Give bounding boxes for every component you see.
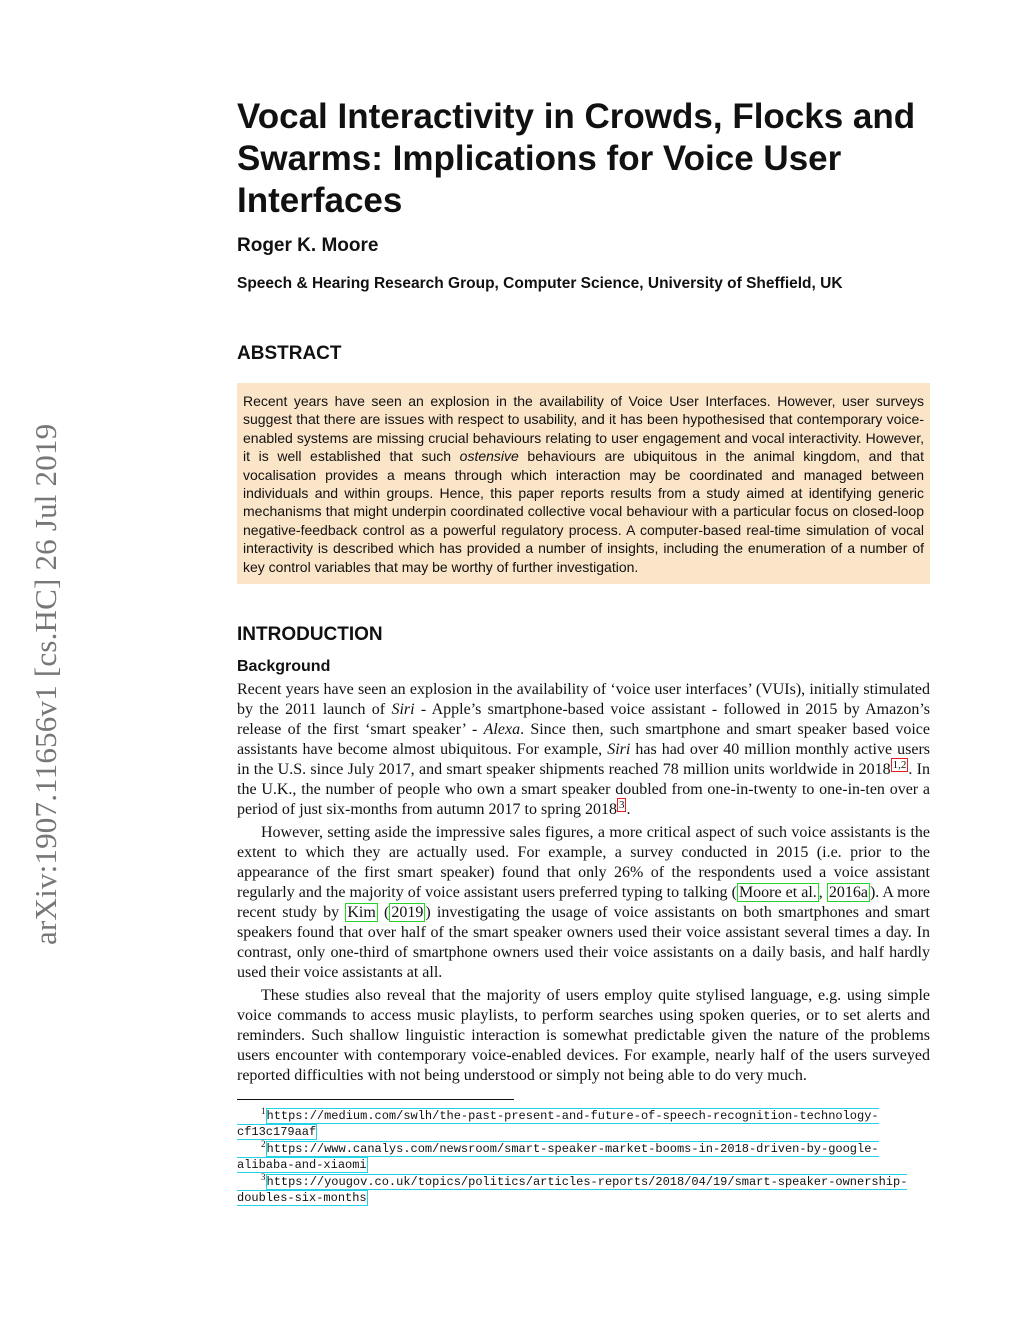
paragraph-text: has had over 40 million monthly active users in the U.S. since July 2017, and smart speaker shipments reached 78 million units worldwide in 2018 [237,741,931,779]
footnote-2 [237,1141,930,1173]
paragraph-text: . [626,801,631,819]
citation-kim-link[interactable]: Kim [347,904,376,922]
abstract-text-part: Recent years have seen an explosion in the availability of Voice User Interfaces. However, user surveys suggest that there are issues with respect to usability, and it has been hypothesised that contemporary voice-enabled systems are missing crucial behaviours relating to user engagement and vocal interactivity. However, it is well established that such [243,393,924,465]
paragraph-text: However, setting aside the impressive sales figures, a more critical aspect of such voice assistants is the extent to which they are actually used. For example, a survey conducted in 2015 (i.e. prior to the appearance of the first smart speaker) found that only 26% of the respondents used a voice assistant regularly and the majority of voice assistant users preferred typing to talking ( [237,824,930,902]
author-name: Roger K. Moore [237,235,379,256]
footnotes [237,1108,930,1206]
paragraph-text: . In the U.K., the number of people who own a smart speaker doubled from one-in-twenty to one-in-ten over a period of just six-months from autumn 2017 to spring 2018 [237,761,930,819]
footnote-number: 2 [261,1139,266,1150]
paper-body [237,96,930,1207]
footnote-ref-1-2[interactable]: 1,2 [892,758,907,771]
arxiv-identifier-text: arXiv:1907.11656v1 [cs.HC] 26 Jul 2019 [28,423,63,945]
paragraph-text: - Apple’s smartphone-based voice assistant - followed in 2015 by Amazon’s release of the first ‘smart speaker’ - [237,701,930,739]
abstract-box [237,383,930,584]
product-name-alexa: Alexa [483,721,521,739]
paragraph-3: These studies also reveal that the majority of users employ quite stylised language, e.g. using simple voice commands to access music playlists, to perform searches using spoken queries, or to set alerts and reminders. Such shallow linguistic interaction is somewhat predictable given the nature of the problems users encounter with contemporary voice-enabled devices. For example, nearly half of the users surveyed reported difficulties with not being understood or simply not being able to do very much. [237,987,930,1085]
product-name-siri: Siri [391,701,415,719]
product-name-siri: Siri [607,741,631,759]
footnote-ref-3[interactable]: 3 [618,798,625,811]
paragraph-1 [237,680,930,820]
citation-moore-link[interactable]: Moore et al. [738,884,817,902]
background-subheading: Background [237,658,331,676]
abstract-text-part: behaviours are ubiquitous in the animal kingdom, and that vocalisation provides a means through which interaction may be coordinated and managed between individuals and within groups. Hence, this paper reports results from a study aimed at identifying generic mechanisms that might underpin coordinated collective vocal behaviour with a particular focus on closed-loop negative-feedback control as a powerful regulatory process. A computer-based real-time simulation of vocal interactivity is described which has provided a number of insights, including the enumeration of a number of key control variables that may be worthy of further investigation. [243,448,924,575]
author-affiliation: Speech & Hearing Research Group, Computer Science, University of Sheffield, UK [237,275,843,292]
paper-title: Vocal Interactivity in Crowds, Flocks and Swarms: Implications for Voice User Interfaces [237,97,916,220]
citation-kim-year-link[interactable]: 2019 [391,904,424,922]
footnote-1 [237,1108,930,1140]
arxiv-identifier-stamp [26,365,66,945]
paragraph-text: . Since then, such smartphone and smart speaker based voice assistants have become almost ubiquitous. For example, [237,721,931,759]
paragraph-text: , [818,884,827,902]
footnote-number: 3 [261,1172,266,1183]
paragraph-text: Recent years have seen an explosion in the availability of ‘voice user interfaces’ (VUIs), initially stimulated by the 2011 launch of [237,681,930,719]
paragraph-text: ). A more recent study by [237,884,931,922]
citation-moore-year-link[interactable]: 2016a [828,884,868,902]
paragraph-2 [237,823,930,983]
footnote-url-link[interactable]: https://www.canalys.com/newsroom/smart-speaker-market-booms-in-2018-driven-by-google-alibaba-and-xiaomi [237,1142,879,1173]
footnote-divider [237,1099,514,1100]
footnote-3 [237,1174,930,1206]
paragraph-text: ( [377,904,390,922]
footnote-url-link[interactable]: https://medium.com/swlh/the-past-present-and-future-of-speech-recognition-technology-cf13c179aaf [237,1109,879,1140]
abstract-emphasis: ostensive [459,448,519,465]
footnote-url-link[interactable]: https://yougov.co.uk/topics/politics/articles-reports/2018/04/19/smart-speaker-ownership-doubles-six-months [237,1175,908,1206]
abstract-heading: ABSTRACT [237,343,342,364]
paragraph-text: ) investigating the usage of voice assistants on both smartphones and smart speakers found that over half of the smart speaker owners used their voice assistant several times a day. In contrast, only one-third of smartphone owners used their voice assistants on a daily basis, and half hardly used their voice assistants at all. [237,904,931,982]
footnote-number: 1 [261,1106,266,1117]
introduction-heading: INTRODUCTION [237,624,383,646]
